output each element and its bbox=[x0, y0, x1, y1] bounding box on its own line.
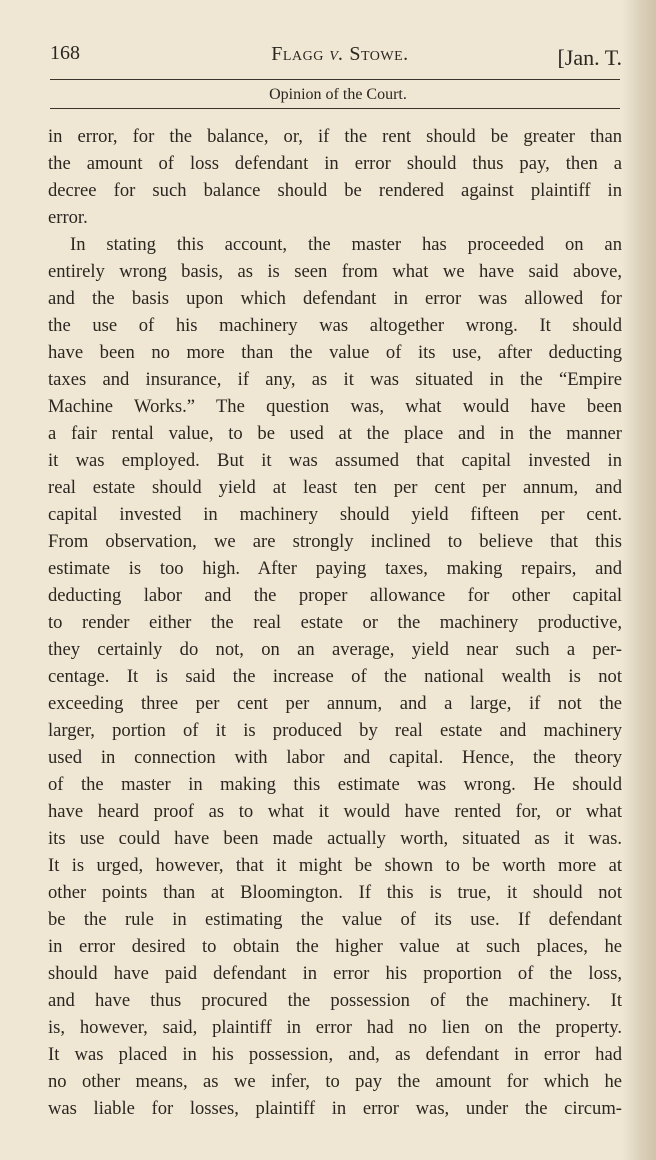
header-rule-top bbox=[50, 79, 620, 80]
text-line: in error desired to obtain the higher value at such places, he bbox=[48, 936, 622, 957]
text-line: It is urged, however, that it might be shown to be worth more at bbox=[48, 855, 622, 876]
text-line: decree for such balance should be rendered against plaintiff in bbox=[48, 180, 622, 201]
text-line: estimate is too high. After paying taxes, making repairs, and bbox=[48, 558, 622, 579]
text-line: have been no more than the value of its use, after deducting bbox=[48, 342, 622, 363]
header-rule-bottom bbox=[50, 108, 620, 109]
running-title-right: Stowe. bbox=[349, 43, 409, 65]
text-line: the amount of loss defendant in error should thus pay, then a bbox=[48, 153, 622, 174]
text-line: and the basis upon which defendant in error was allowed for bbox=[48, 288, 622, 309]
text-line: real estate should yield at least ten per cent per annum, and bbox=[48, 477, 622, 498]
text-line: to render either the real estate or the machinery productive, bbox=[48, 612, 622, 633]
page-edge-shadow bbox=[622, 0, 656, 1160]
text-line: error. bbox=[48, 207, 88, 228]
text-line: should have paid defendant in error his proportion of the loss, bbox=[48, 963, 622, 984]
running-title-versus: v. bbox=[329, 43, 344, 65]
text-line: no other means, as we infer, to pay the amount for which he bbox=[48, 1071, 622, 1092]
body-text bbox=[48, 123, 622, 1122]
text-line: it was employed. But it was assumed that capital invested in bbox=[48, 450, 622, 471]
text-line: was liable for losses, plaintiff in error was, under the circum- bbox=[48, 1098, 622, 1119]
text-line: Machine Works.” The question was, what would have been bbox=[48, 396, 622, 417]
text-line: is, however, said, plaintiff in error had no lien on the property. bbox=[48, 1017, 622, 1038]
text-line: In stating this account, the master has proceeded on an bbox=[70, 234, 622, 255]
text-line: of the master in making this estimate was wrong. He should bbox=[48, 774, 622, 795]
text-line: larger, portion of it is produced by real estate and machinery bbox=[48, 720, 622, 741]
term-label: [Jan. T. bbox=[557, 45, 622, 70]
text-line: other points than at Bloomington. If this is true, it should not bbox=[48, 882, 622, 903]
text-line: exceeding three per cent per annum, and a large, if not the bbox=[48, 693, 622, 714]
text-line: a fair rental value, to be used at the place and in the manner bbox=[48, 423, 622, 444]
text-line: capital invested in machinery should yield fifteen per cent. bbox=[48, 504, 622, 525]
text-line: From observation, we are strongly inclined to believe that this bbox=[48, 531, 622, 552]
text-line: centage. It is said the increase of the national wealth is not bbox=[48, 666, 622, 687]
text-line: they certainly do not, on an average, yield near such a per- bbox=[48, 639, 622, 660]
text-line: taxes and insurance, if any, as it was situated in the “Empire bbox=[48, 369, 622, 390]
section-heading: Opinion of the Court. bbox=[269, 86, 407, 103]
page-number: 168 bbox=[50, 42, 80, 64]
text-line: It was placed in his possession, and, as defendant in error had bbox=[48, 1044, 622, 1065]
text-line: used in connection with labor and capital. Hence, the theory bbox=[48, 747, 622, 768]
text-line: in error, for the balance, or, if the rent should be greater than bbox=[48, 126, 622, 147]
text-line: deducting labor and the proper allowance for other capital bbox=[48, 585, 622, 606]
text-line: entirely wrong basis, as is seen from what we have said above, bbox=[48, 261, 622, 282]
text-line: its use could have been made actually worth, situated as it was. bbox=[48, 828, 622, 849]
text-line: have heard proof as to what it would have rented for, or what bbox=[48, 801, 622, 822]
text-line: the use of his machinery was altogether wrong. It should bbox=[48, 315, 622, 336]
text-line: be the rule in estimating the value of its use. If defendant bbox=[48, 909, 622, 930]
text-line: and have thus procured the possession of the machinery. It bbox=[48, 990, 622, 1011]
running-title-left: Flagg bbox=[271, 43, 324, 65]
